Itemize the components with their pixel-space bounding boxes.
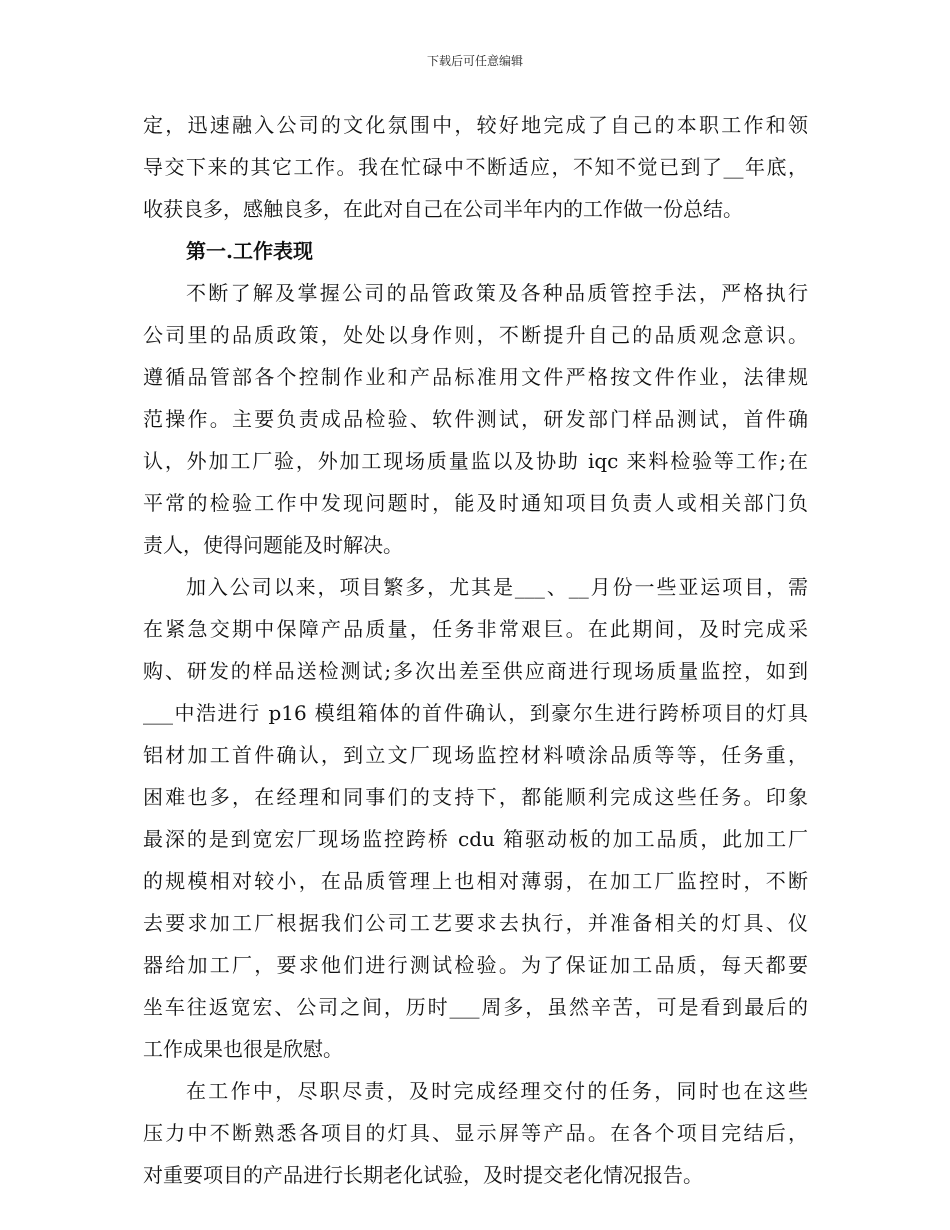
page-header: 下载后可任意编辑 <box>426 54 523 68</box>
text-line: 压力中不断熟悉各项目的灯具、显示屏等产品。在各个项目完结后， <box>143 1121 808 1145</box>
text-line: 责人，使得问题能及时解决。 <box>143 533 403 557</box>
text-line: 收获良多，感触良多，在此对自己在公司半年内的工作做一份总结。 <box>143 197 743 221</box>
text-line: 对重要项目的产品进行长期老化试验，及时提交老化情况报告。 <box>143 1163 703 1187</box>
text-line: 遵循品管部各个控制作业和产品标准用文件严格按文件作业，法律规 <box>143 365 808 389</box>
text-line: 工作成果也很是欣慰。 <box>143 1037 343 1061</box>
text-line: 导交下来的其它工作。我在忙碌中不断适应，不知不觉已到了__年底， <box>143 155 808 179</box>
text-line: 平常的检验工作中发现问题时，能及时通知项目负责人或相关部门负 <box>143 491 808 515</box>
section-heading: 第一.工作表现 <box>186 239 313 263</box>
text-line: 购、研发的样品送检测试;多次出差至供应商进行现场质量监控，如到 <box>143 659 808 683</box>
text-line: ___中浩进行 p16 模组箱体的首件确认，到豪尔生进行跨桥项目的灯具 <box>143 701 808 725</box>
text-line: 去要求加工厂根据我们公司工艺要求去执行，并准备相关的灯具、仪 <box>143 911 808 935</box>
text-line: 范操作。主要负责成品检验、软件测试，研发部门样品测试，首件确 <box>143 407 808 431</box>
text-line: 困难也多，在经理和同事们的支持下，都能顺利完成这些任务。印象 <box>143 785 808 809</box>
text-line: 坐车往返宽宏、公司之间，历时___周多，虽然辛苦，可是看到最后的 <box>143 995 808 1019</box>
text-line: 认，外加工厂验，外加工现场质量监以及协助 iqc 来料检验等工作;在 <box>143 449 808 473</box>
text-line: 最深的是到宽宏厂现场监控跨桥 cdu 箱驱动板的加工品质，此加工厂 <box>143 827 808 851</box>
text-line: 铝材加工首件确认，到立文厂现场监控材料喷涂品质等等，任务重， <box>143 743 808 767</box>
text-line: 的规模相对较小，在品质管理上也相对薄弱，在加工厂监控时，不断 <box>143 869 808 893</box>
text-line: 器给加工厂，要求他们进行测试检验。为了保证加工品质，每天都要 <box>143 953 808 977</box>
document-body <box>143 104 808 1196</box>
text-line: 不断了解及掌握公司的品管政策及各种品质管控手法，严格执行 <box>186 281 808 305</box>
text-line: 在紧急交期中保障产品质量，任务非常艰巨。在此期间，及时完成采 <box>143 617 808 641</box>
text-line: 公司里的品质政策，处处以身作则，不断提升自己的品质观念意识。 <box>143 323 808 347</box>
text-line: 在工作中，尽职尽责，及时完成经理交付的任务，同时也在这些 <box>186 1079 808 1103</box>
text-line: 加入公司以来，项目繁多，尤其是___、__月份一些亚运项目，需 <box>186 575 808 599</box>
text-line: 定，迅速融入公司的文化氛围中，较好地完成了自己的本职工作和领 <box>143 113 808 137</box>
